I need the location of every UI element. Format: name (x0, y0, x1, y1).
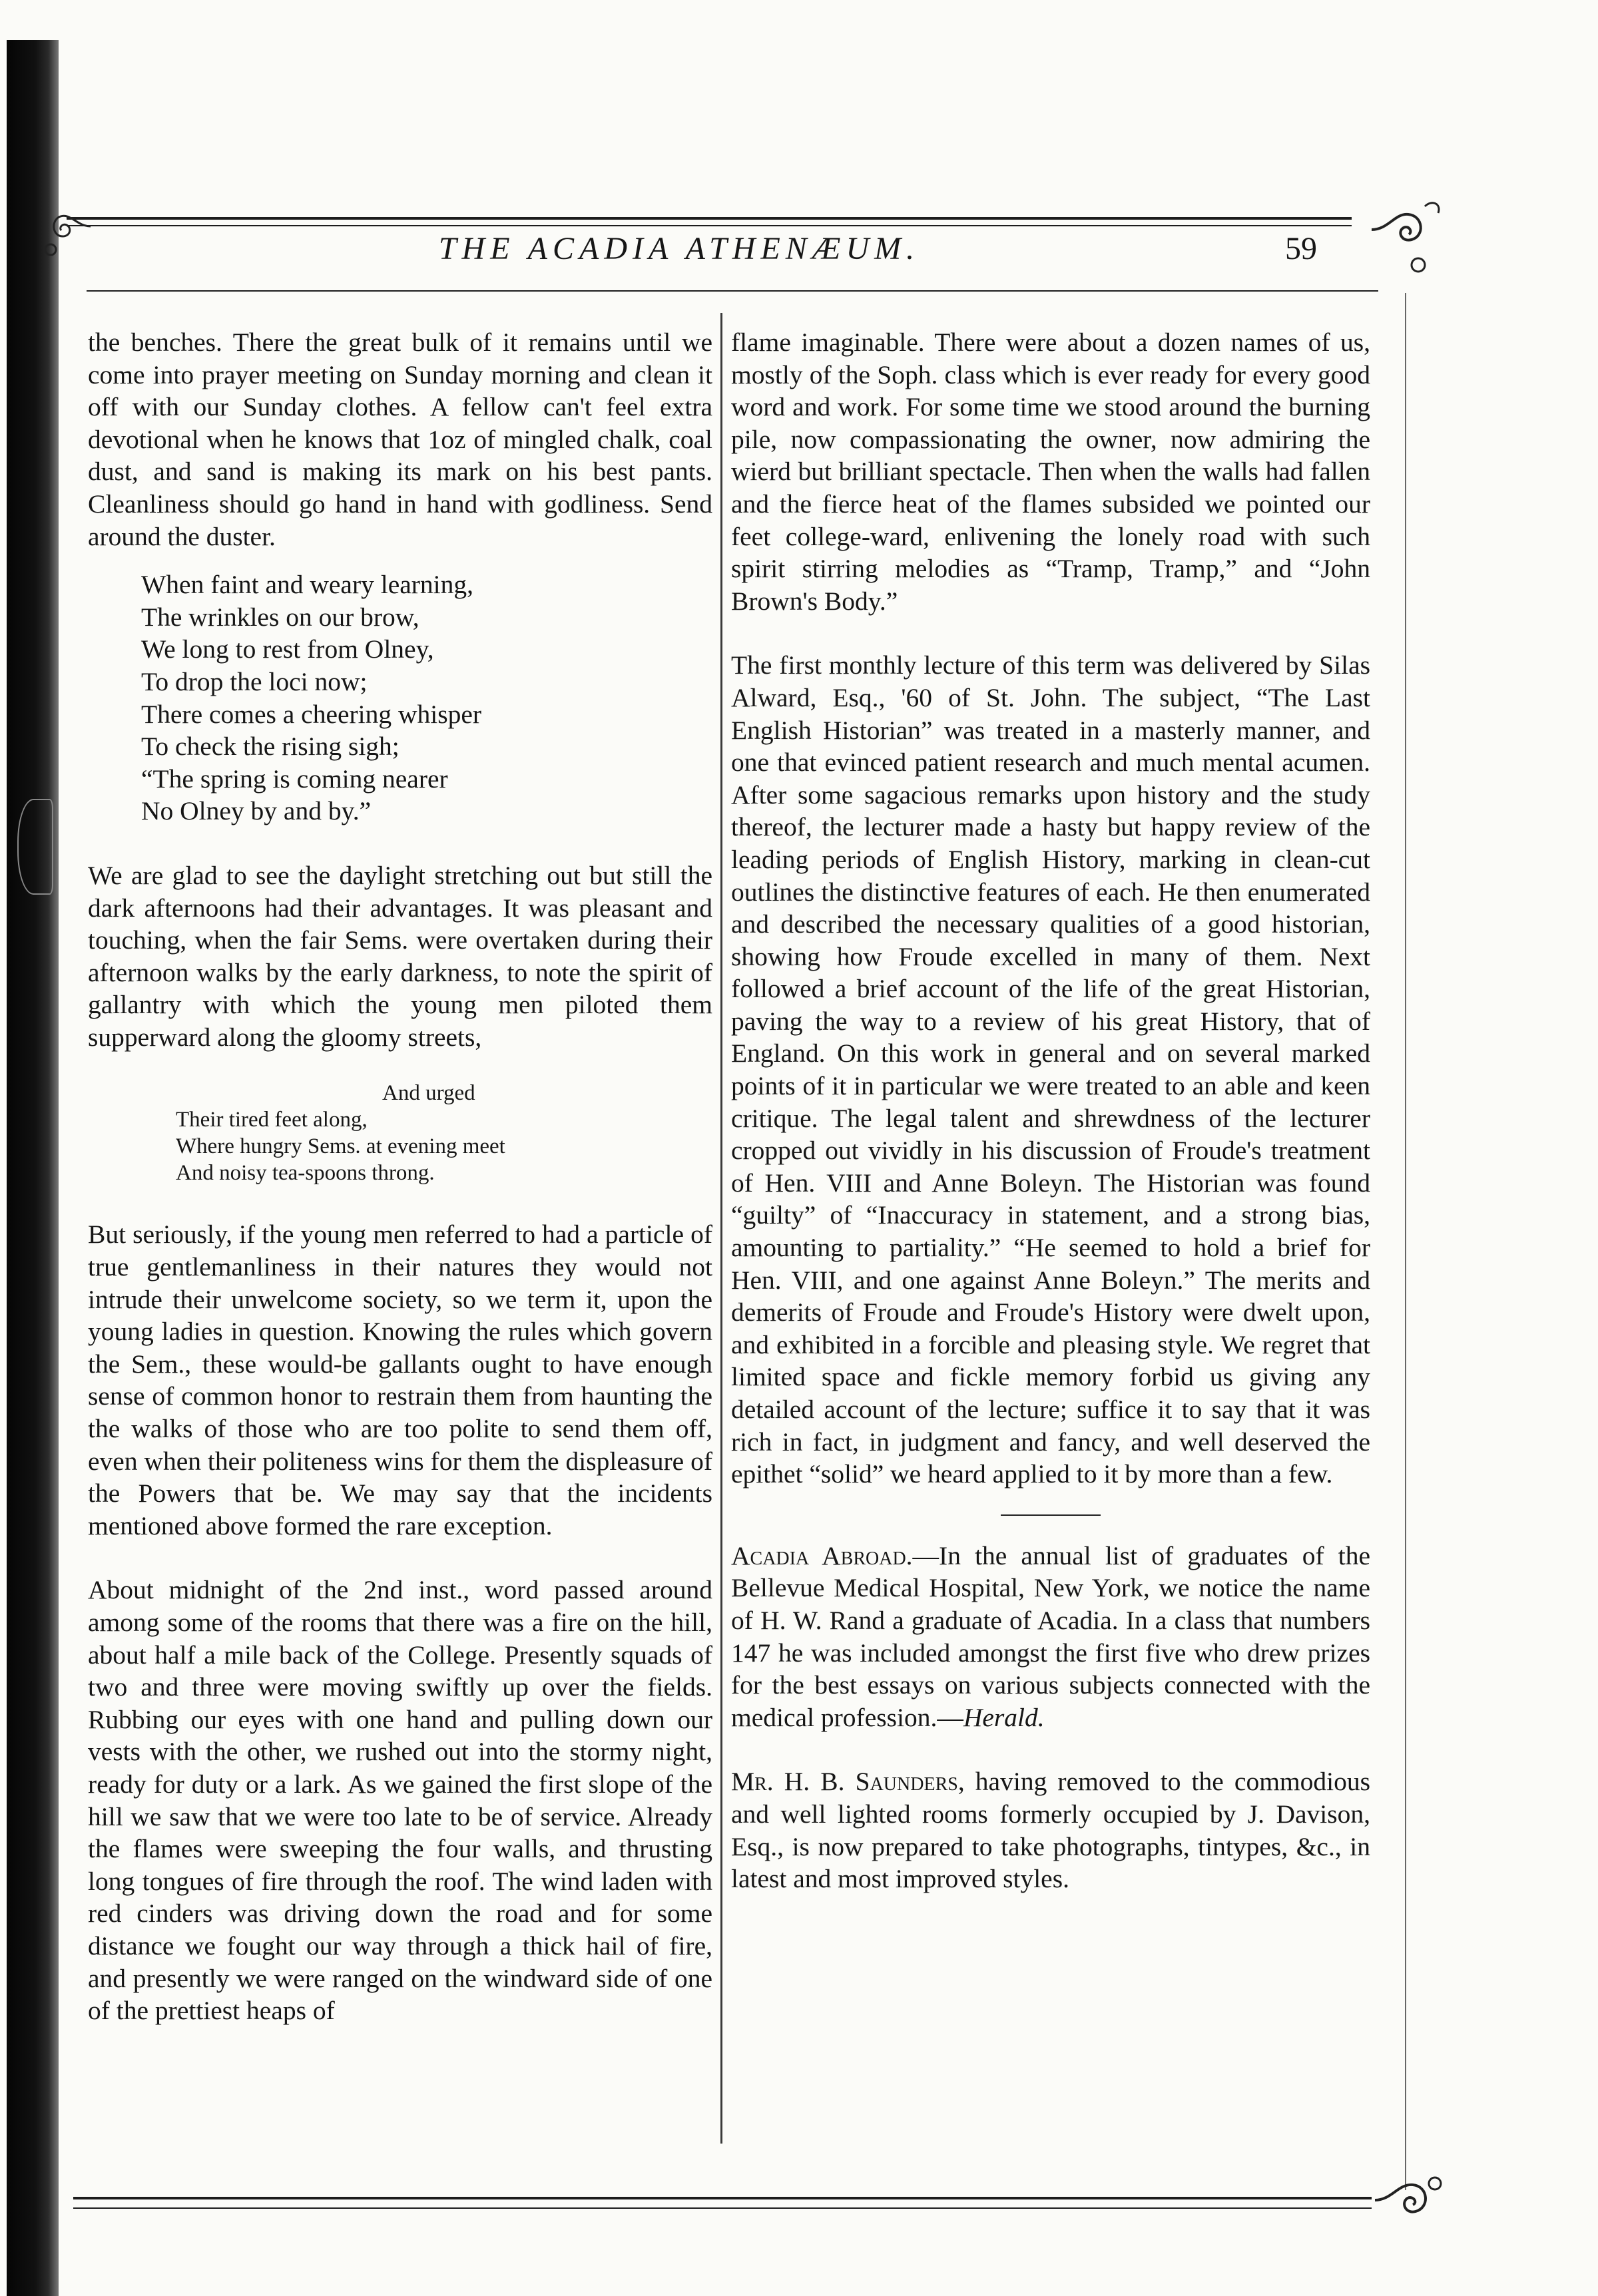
left-scroll-ornament-icon (37, 200, 97, 260)
paragraph-benches: the benches. There the great bulk of it remains until we come into prayer meeting on Sunday morning and clean it off with our Sunday clothes. A fellow can't feel extra devotional when he knows that 1oz of mingled chalk, coal dust, and sand is making its mark on his best pants. Cleanliness should go hand in hand with godliness. Send around the duster. (88, 328, 712, 551)
column-divider (720, 313, 722, 2144)
poem-line: The wrinkles on our brow, (141, 602, 419, 632)
header-rule-top (67, 217, 1352, 220)
page-number: 59 (1285, 231, 1317, 266)
right-margin-rule (1405, 293, 1406, 2190)
binding-mark (17, 799, 53, 895)
herald-source: Herald. (963, 1702, 1045, 1732)
paragraph-seriously: But seriously, if the young men referred to had a particle of true gentlemanliness in their natures they would not intrude their unwelcome society, so we term it, upon the young ladies in question. Knowing the rules which govern the Sem., these would-be gallants ought to have enough sense of common honor to restrain them from haunting the the walks of those who are too polite to send them off, even when their politeness wins for them the displeasure of the Powers that be. We may say that the incidents mentioned above formed the rare exception. (88, 1220, 712, 1540)
paragraph-saunders (731, 1765, 1370, 1895)
poem-line: To drop the loci now; (141, 666, 368, 696)
paragraph-daylight: We are glad to see the daylight stretching out but still the dark afternoons had their advantages. It was pleasant and touching, when the fair Sems. were overtaken during their afternoon walks by the early darkness, to note the spirit of gallantry with which the young men piloted them supperward along the gloomy streets, (88, 860, 712, 1052)
paragraph-lecture: The first monthly lecture of this term was delivered by Silas Alward, Esq., '60 of St. John. The subject, “The Last English Historian” was treated in a masterly manner, and one that evinced patient research and much mental acumen. After some sagacious remarks upon history and the study thereof, the lecturer made a hasty but happy review of the leading periods of English History, marking in clean-cut outlines the distinctive features of each. He then enumerated and described the necessary qualities of a good historian, showing how Froude excelled in many of them. Next followed a brief account of the life of the great Historian, paving the way to a review of his great History, that of England. On this work in general and on several marked points of it in particular we were treated to an able and keen critique. The legal talent and shrewdness of the lecturer cropped out vividly in his discussion of Froude's treatment of Hen. VIII and Anne Boleyn. The Historian was found “guilty” of “Inaccuracy in statement, and a strong bias, amounting to partiality.” “He seemed to hold a brief for Hen. VIII, and one against Anne Boleyn.” The merits and demerits of Froude and Froude's History were dwelt upon, and exhibited in a forcible and pleasing style. We regret that limited space and fickle memory forbid us giving any detailed account of the lecture; suffice it to say that it was rich in fact, in judgment and fancy, and well deserved the epithet “solid” we heard applied to it by more than a few. (731, 650, 1370, 1489)
poem-line: When faint and weary learning, (141, 570, 474, 600)
footer-rule (73, 2197, 1372, 2199)
header-rule-top-inner (67, 225, 1352, 226)
left-column (88, 326, 712, 2027)
poem-line: No Olney by and by.” (141, 796, 372, 826)
paragraph-fire: About midnight of the 2nd inst., word passed around among some of the rooms that there was a fire on the hill, about half a mile back of the College. Presently squads of two and three were moving swiftly up over the fields. Rubbing our eyes with one hand and pulling down our vests with the other, we rushed out into the stormy night, ready for duty or a lark. As we gained the first slope of the hill we saw that we were too late to be of service. Already the flames were sweeping the four walls, and thrusting long tongues of fire through the roof. The wind laden with red cinders was driving down the road and for some distance we fought our way through a thick hail of fire, and presently we were ranged on the windward side of one of the prettiest heaps of (88, 1575, 712, 2026)
section-divider (1001, 1514, 1101, 1516)
poem-line: There comes a cheering whisper (141, 699, 482, 729)
journal-title: THE ACADIA ATHENÆUM. (438, 231, 920, 266)
right-column (731, 326, 1370, 1895)
saunders-text: having removed to the commodious and well lighted rooms formerly occupied by J. Davison, Esq., is now prepared to take photographs, tintypes, &c., in latest and most improved styles. (731, 1767, 1370, 1894)
paragraph-flame: flame imaginable. There were about a dozen names of us, mostly of the Soph. class which is ever ready for every good word and work. For some time we stood around the burning pile, now compassionating the owner, now admiring the wierd but brilliant spectacle. Then when the walls had fallen and the fierce heat of the flames subsided we pointed our feet college-ward, enlivening the lonely road with such spirit stirring melodies as “Tramp, Tramp,” and “John Brown's Body.” (731, 328, 1370, 616)
right-scroll-ornament-icon (1365, 193, 1452, 280)
verse-line: Their tired feet along, (176, 1108, 368, 1132)
poem-line: We long to rest from Olney, (141, 634, 434, 664)
poem-olney (141, 569, 712, 827)
poem-line: “The spring is coming nearer (141, 764, 448, 794)
acadia-abroad-heading: Acadia Abroad. (731, 1540, 913, 1570)
footer-scroll-ornament-icon (1372, 2164, 1452, 2237)
poem-line: To check the rising sigh; (141, 732, 400, 762)
acadia-abroad-text: —In the annual list of graduates of the Bellevue Medical Hospital, New York, we notice the name of H. W. Rand a graduate of Acadia. In a class that numbers 147 he was included amongst the first five who drew prizes for the best essays on various subjects connected with the medical profession.— (731, 1540, 1370, 1732)
book-binding-edge (7, 40, 59, 2296)
verse-line: And noisy tea-spoons throng. (176, 1161, 435, 1186)
footer-rule-inner (73, 2207, 1372, 2209)
saunders-heading: Mr. H. B. Saunders, (731, 1767, 965, 1797)
verse-line: And urged (382, 1081, 475, 1106)
verse-line: Where hungry Sems. at evening meet (176, 1134, 505, 1159)
paragraph-acadia-abroad (731, 1540, 1370, 1734)
verse-teaspoons (176, 1080, 712, 1186)
header-rule-bottom (87, 290, 1378, 292)
